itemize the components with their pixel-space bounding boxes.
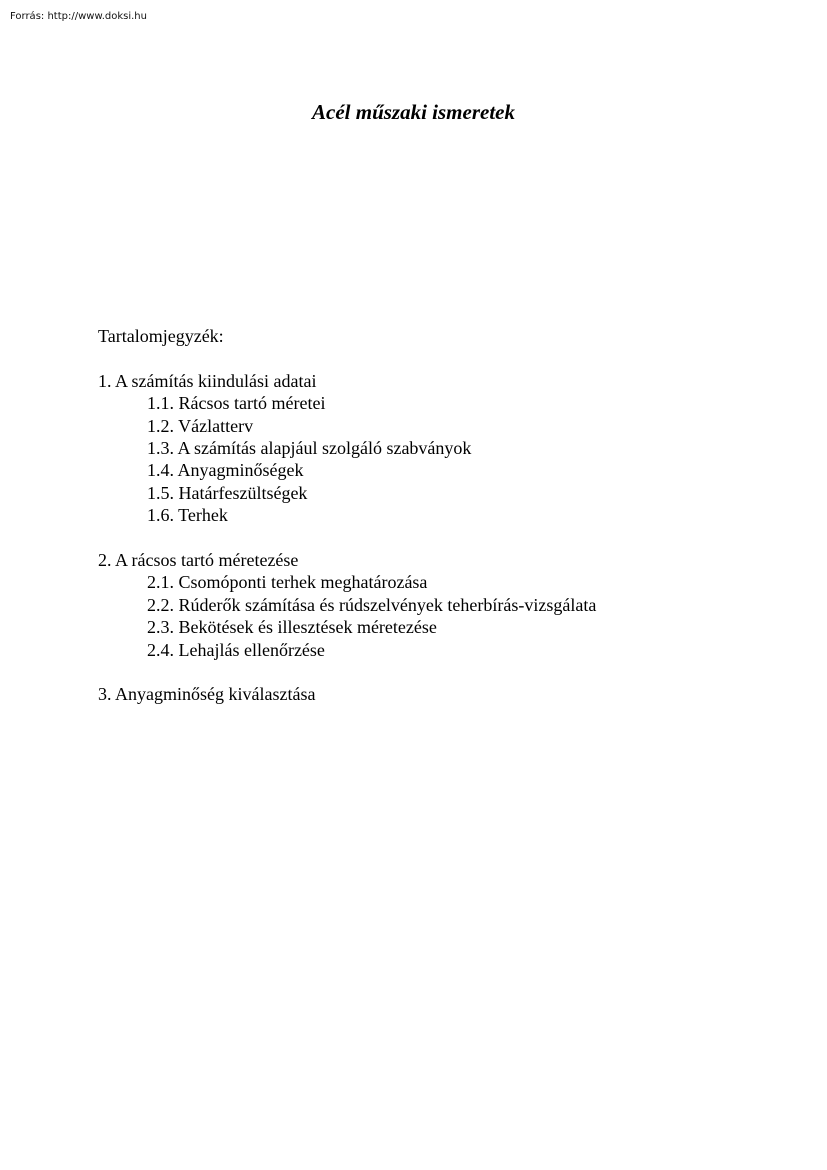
toc-heading: Tartalomjegyzék: xyxy=(98,326,224,346)
toc-section-title: 1. A számítás kiindulási adatai xyxy=(98,370,317,391)
toc-item: 1.3. A számítás alapjául szolgáló szabványok xyxy=(147,438,472,459)
table-of-contents xyxy=(98,325,778,728)
toc-item: 2.1. Csomóponti terhek meghatározása xyxy=(147,572,428,593)
toc-item: 2.2. Rúderők számítása és rúdszelvények teherbírás-vizsgálata xyxy=(147,594,597,615)
toc-item: 1.6. Terhek xyxy=(147,505,228,526)
toc-section-1 xyxy=(98,370,778,527)
toc-item: 1.4. Anyagminőségek xyxy=(147,460,304,481)
toc-item: 2.3. Bekötések és illesztések méretezése xyxy=(147,617,437,638)
toc-section-title: 3. Anyagminőség kiválasztása xyxy=(98,684,316,705)
toc-section-2 xyxy=(98,549,778,661)
toc-item: 1.1. Rácsos tartó méretei xyxy=(147,393,326,414)
toc-item: 2.4. Lehajlás ellenőrzése xyxy=(147,639,325,660)
toc-section-title: 2. A rácsos tartó méretezése xyxy=(98,550,299,571)
toc-item: 1.5. Határfeszültségek xyxy=(147,482,308,503)
source-note: Forrás: http://www.doksi.hu xyxy=(10,11,147,22)
document-title: Acél műszaki ismeretek xyxy=(312,100,515,124)
toc-section-3 xyxy=(98,683,778,705)
toc-item: 1.2. Vázlatterv xyxy=(147,415,254,436)
